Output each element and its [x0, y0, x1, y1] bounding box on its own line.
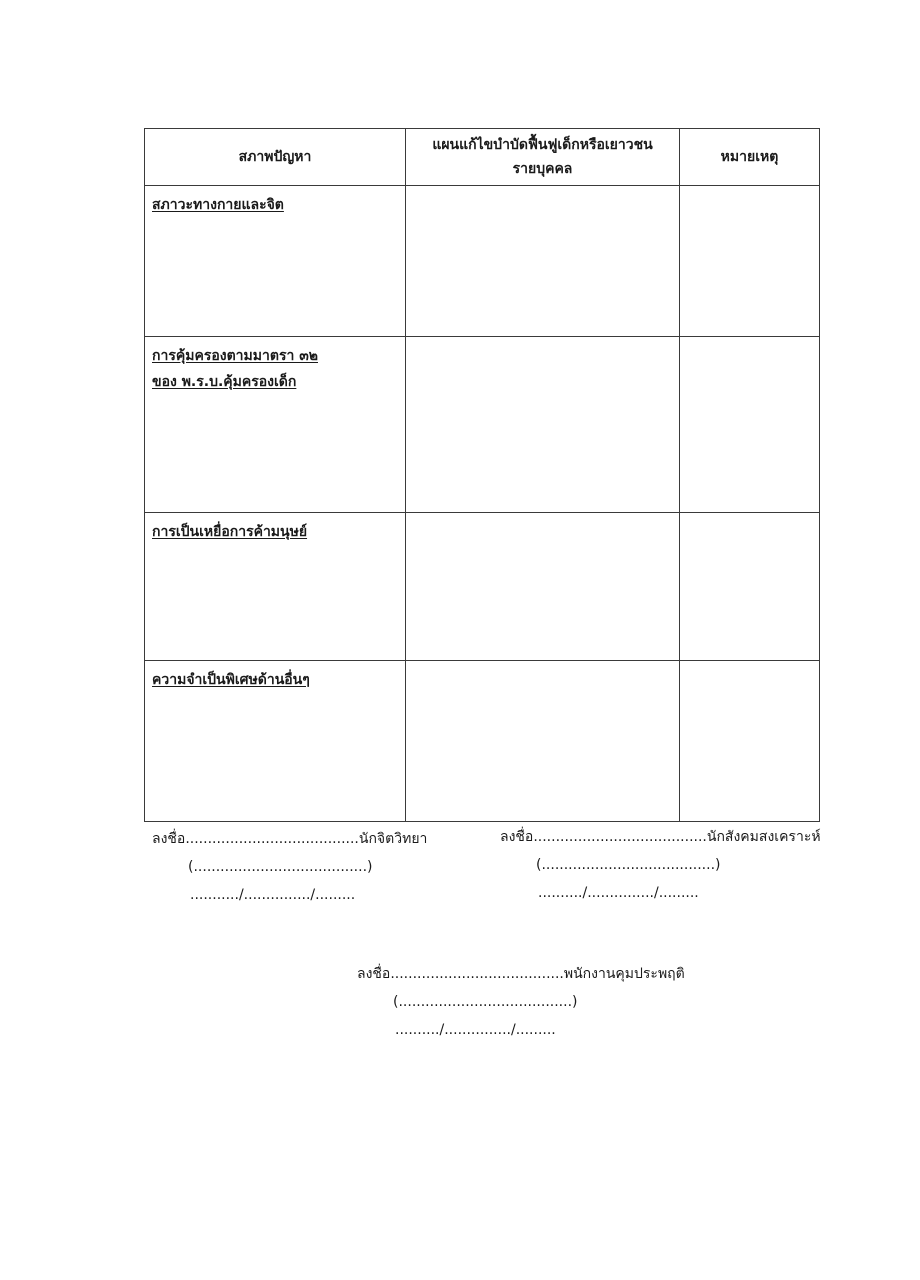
header-problem-label: สภาพปัญหา [238, 149, 312, 165]
remark-cell[interactable] [680, 186, 820, 337]
signature-line[interactable]: ลงชื่อ.......................................พนักงานคุมประพฤติ [357, 966, 685, 982]
problem-label: ความจำเป็นพิเศษด้านอื่นๆ [152, 672, 310, 688]
header-plan-line2: รายบุคคล [512, 161, 573, 177]
problem-cell [145, 513, 406, 661]
signature-block-probation-officer [357, 960, 685, 1044]
name-line[interactable]: (.......................................) [188, 859, 373, 875]
date-line[interactable]: ........../.............../......... [395, 1022, 556, 1038]
rehabilitation-plan-table [144, 128, 820, 822]
date-line[interactable]: ........../.............../......... [538, 885, 699, 901]
problem-label-line2: ของ พ.ร.บ.คุ้มครองเด็ก [152, 374, 297, 390]
table-row [145, 186, 820, 337]
header-plan-line1: แผนแก้ไขบำบัดฟื้นฟูเด็กหรือเยาวชน [432, 137, 653, 153]
name-line[interactable]: (.......................................) [536, 857, 721, 873]
table-row [145, 661, 820, 822]
problem-label: สภาวะทางกายและจิต [152, 197, 284, 213]
problem-cell [145, 661, 406, 822]
table-header-row [145, 129, 820, 186]
plan-cell[interactable] [406, 661, 680, 822]
signature-line[interactable]: ลงชื่อ.......................................นักจิตวิทยา [152, 831, 428, 847]
remark-cell[interactable] [680, 661, 820, 822]
remark-cell[interactable] [680, 513, 820, 661]
plan-cell[interactable] [406, 513, 680, 661]
header-plan [406, 129, 680, 186]
table-row [145, 337, 820, 513]
problem-label: การเป็นเหยื่อการค้ามนุษย์ [152, 524, 308, 540]
date-line[interactable]: .........../.............../......... [190, 887, 356, 903]
problem-cell [145, 186, 406, 337]
signature-line[interactable]: ลงชื่อ.......................................นักสังคมสงเคราะห์ [500, 829, 821, 845]
plan-cell[interactable] [406, 337, 680, 513]
table-row [145, 513, 820, 661]
header-remark-label: หมายเหตุ [720, 149, 779, 165]
signature-block-social-worker [500, 823, 821, 907]
signature-block-psychologist [152, 825, 427, 909]
name-line[interactable]: (.......................................) [393, 994, 578, 1010]
remark-cell[interactable] [680, 337, 820, 513]
plan-cell[interactable] [406, 186, 680, 337]
header-problem [145, 129, 406, 186]
header-remark [680, 129, 820, 186]
problem-label: การคุ้มครองตามมาตรา ๓๒ [152, 348, 318, 364]
problem-cell [145, 337, 406, 513]
